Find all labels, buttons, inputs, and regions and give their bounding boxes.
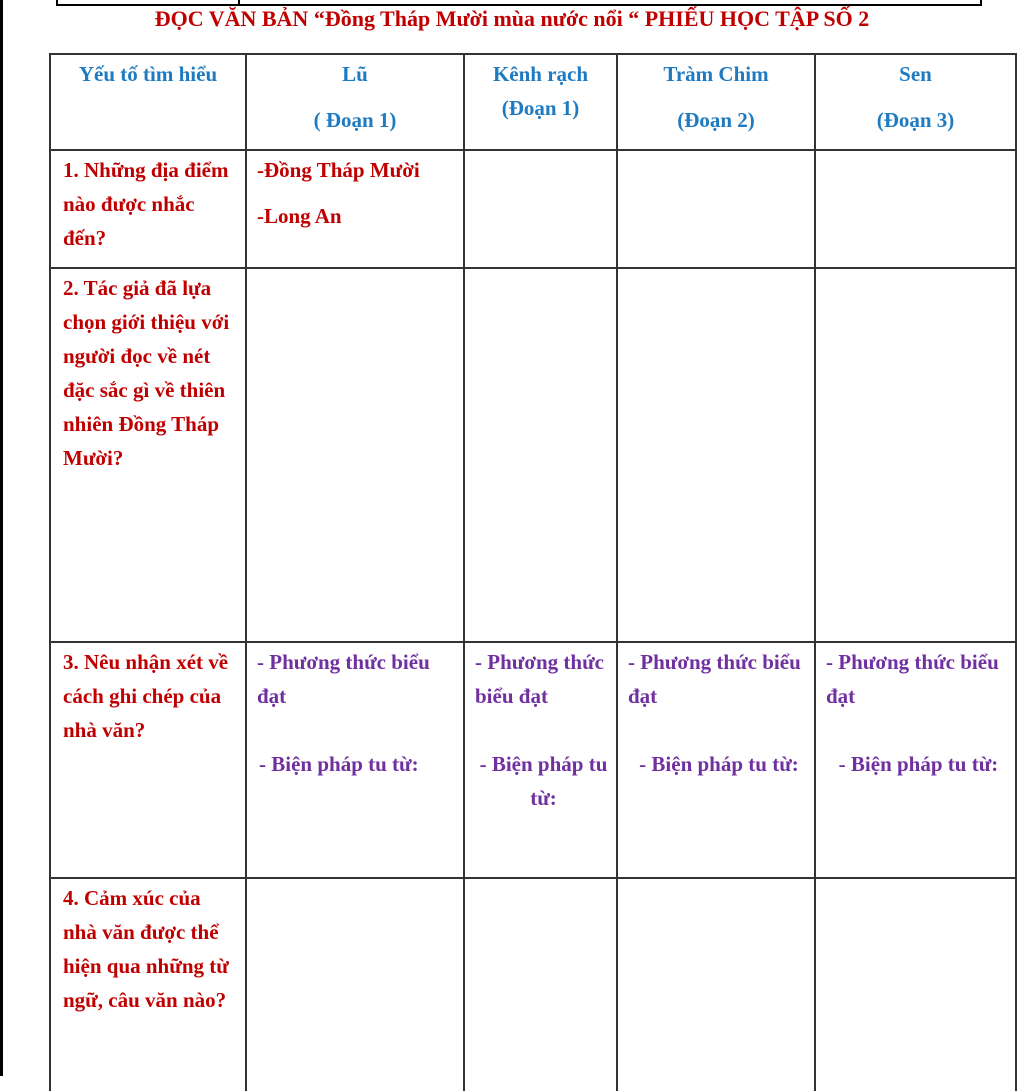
answer-line: -Long An [257,204,342,228]
rhetoric-label: - Biện pháp tu từ: [639,752,799,776]
answer-cell [617,642,815,878]
method-label: - Phương thức biểu đạt [826,650,999,708]
question-cell: 2. Tác giả đã lựa chọn giới thiệu với người đọc về nét đặc sắc gì về thiên nhiên Đồng Tháp Mười? [50,268,246,642]
empty-cell [464,878,617,1091]
table-row [50,642,1016,878]
empty-cell [464,268,617,642]
answer-cell [464,642,617,878]
header-cell-criteria: Yếu tố tìm hiểu [50,54,246,150]
header-cell-flood: Lũ ( Đoạn 1) [246,54,464,150]
worksheet-table [49,53,1017,1091]
question-cell: 1. Những địa điểm nào được nhắc đến? [50,150,246,268]
method-label: - Phương thức biểu đạt [475,650,605,708]
empty-cell [617,150,815,268]
empty-cell [815,150,1016,268]
question-cell: 3. Nêu nhận xét về cách ghi chép của nhà văn? [50,642,246,878]
answer-cell [246,150,464,268]
table-row [50,268,1016,642]
empty-cell [815,268,1016,642]
answer-line: -Đồng Tháp Mười [257,158,420,182]
rhetoric-label: - Biện pháp tu từ: [479,752,608,810]
answer-cell [246,642,464,878]
header-cell-tram-chim: Tràm Chim (Đoạn 2) [617,54,815,150]
rhetoric-label: - Biện pháp tu từ: [838,752,999,776]
table-row [50,878,1016,1091]
header-cell-canals: Kênh rạch (Đoạn 1) [464,54,617,150]
worksheet-title: ĐỌC VĂN BẢN “Đồng Tháp Mười mùa nước nổi “ PHIẾU HỌC TẬP SỐ 2 [154,6,870,31]
left-border-rule [0,0,3,1076]
empty-cell [464,150,617,268]
method-label: - Phương thức biểu đạt [257,650,430,708]
header-cell-lotus: Sen (Đoạn 3) [815,54,1016,150]
answer-cell [815,642,1016,878]
table-row [50,150,1016,268]
method-label: - Phương thức biểu đạt [628,650,801,708]
empty-cell [617,878,815,1091]
empty-cell [246,268,464,642]
empty-cell [815,878,1016,1091]
empty-cell [246,878,464,1091]
rhetoric-label: - Biện pháp tu từ: [259,752,419,776]
empty-cell [617,268,815,642]
question-cell: 4. Cảm xúc của nhà văn được thể hiện qua những từ ngữ, câu văn nào? [50,878,246,1091]
header-row [50,54,1016,150]
